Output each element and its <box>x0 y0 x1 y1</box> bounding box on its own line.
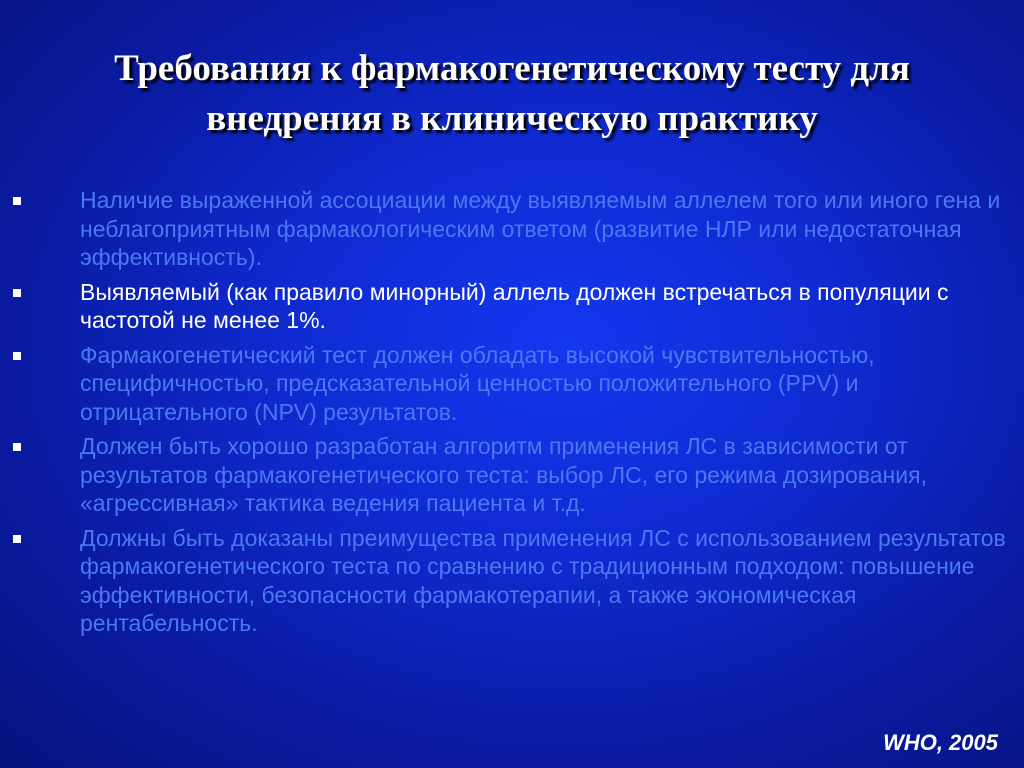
square-bullet-icon <box>13 535 21 543</box>
square-bullet-icon <box>13 443 21 451</box>
bullet-item-advantages <box>0 524 1024 638</box>
slide-title-line-1: Требования к фармакогенетическому тесту для <box>114 48 910 89</box>
slide-title-line-2: внедрения в клиническую практику <box>206 98 818 139</box>
square-bullet-icon <box>13 289 21 297</box>
bullet-text: Выявляемый (как правило минорный) аллель должен встречаться в популяции с частотой не менее 1%. <box>80 278 949 333</box>
slide-title <box>0 44 1024 144</box>
bullet-text: Фармакогенетический тест должен обладать высокой чувствительностью, специфичностью, предсказательной ценностью положительного (PPV) и отрицательного (NPV) результатов. <box>80 341 875 425</box>
bullet-text: Наличие выраженной ассоциации между выявляемым аллелем того или иного гена и неблагоприятным фармакологическим ответом (развитие НЛР или недостаточная эффективность). <box>80 187 1001 270</box>
bullet-item-association <box>0 186 1024 272</box>
bullet-text: Должны быть доказаны преимущества применения ЛС с использованием результатов фармакогенетического теста по сравнению с традиционным подходом: повышение эффективности, безопасности фармакотерапии, а также экономическая рентабельность. <box>80 524 1006 636</box>
bullet-text: Должен быть хорошо разработан алгоритм применения ЛС в зависимости от результатов фармакогенетического теста: выбор ЛС, его режима дозирования, «агрессивная» тактика ведения пациента и т.д. <box>80 433 927 516</box>
square-bullet-icon <box>13 352 21 360</box>
source-citation: WHO, 2005 <box>883 730 998 755</box>
bullet-list <box>0 186 1024 644</box>
bullet-item-sensitivity <box>0 341 1024 427</box>
square-bullet-icon <box>13 197 21 205</box>
bullet-item-algorithm <box>0 432 1024 518</box>
bullet-item-allele-frequency <box>0 278 1024 335</box>
